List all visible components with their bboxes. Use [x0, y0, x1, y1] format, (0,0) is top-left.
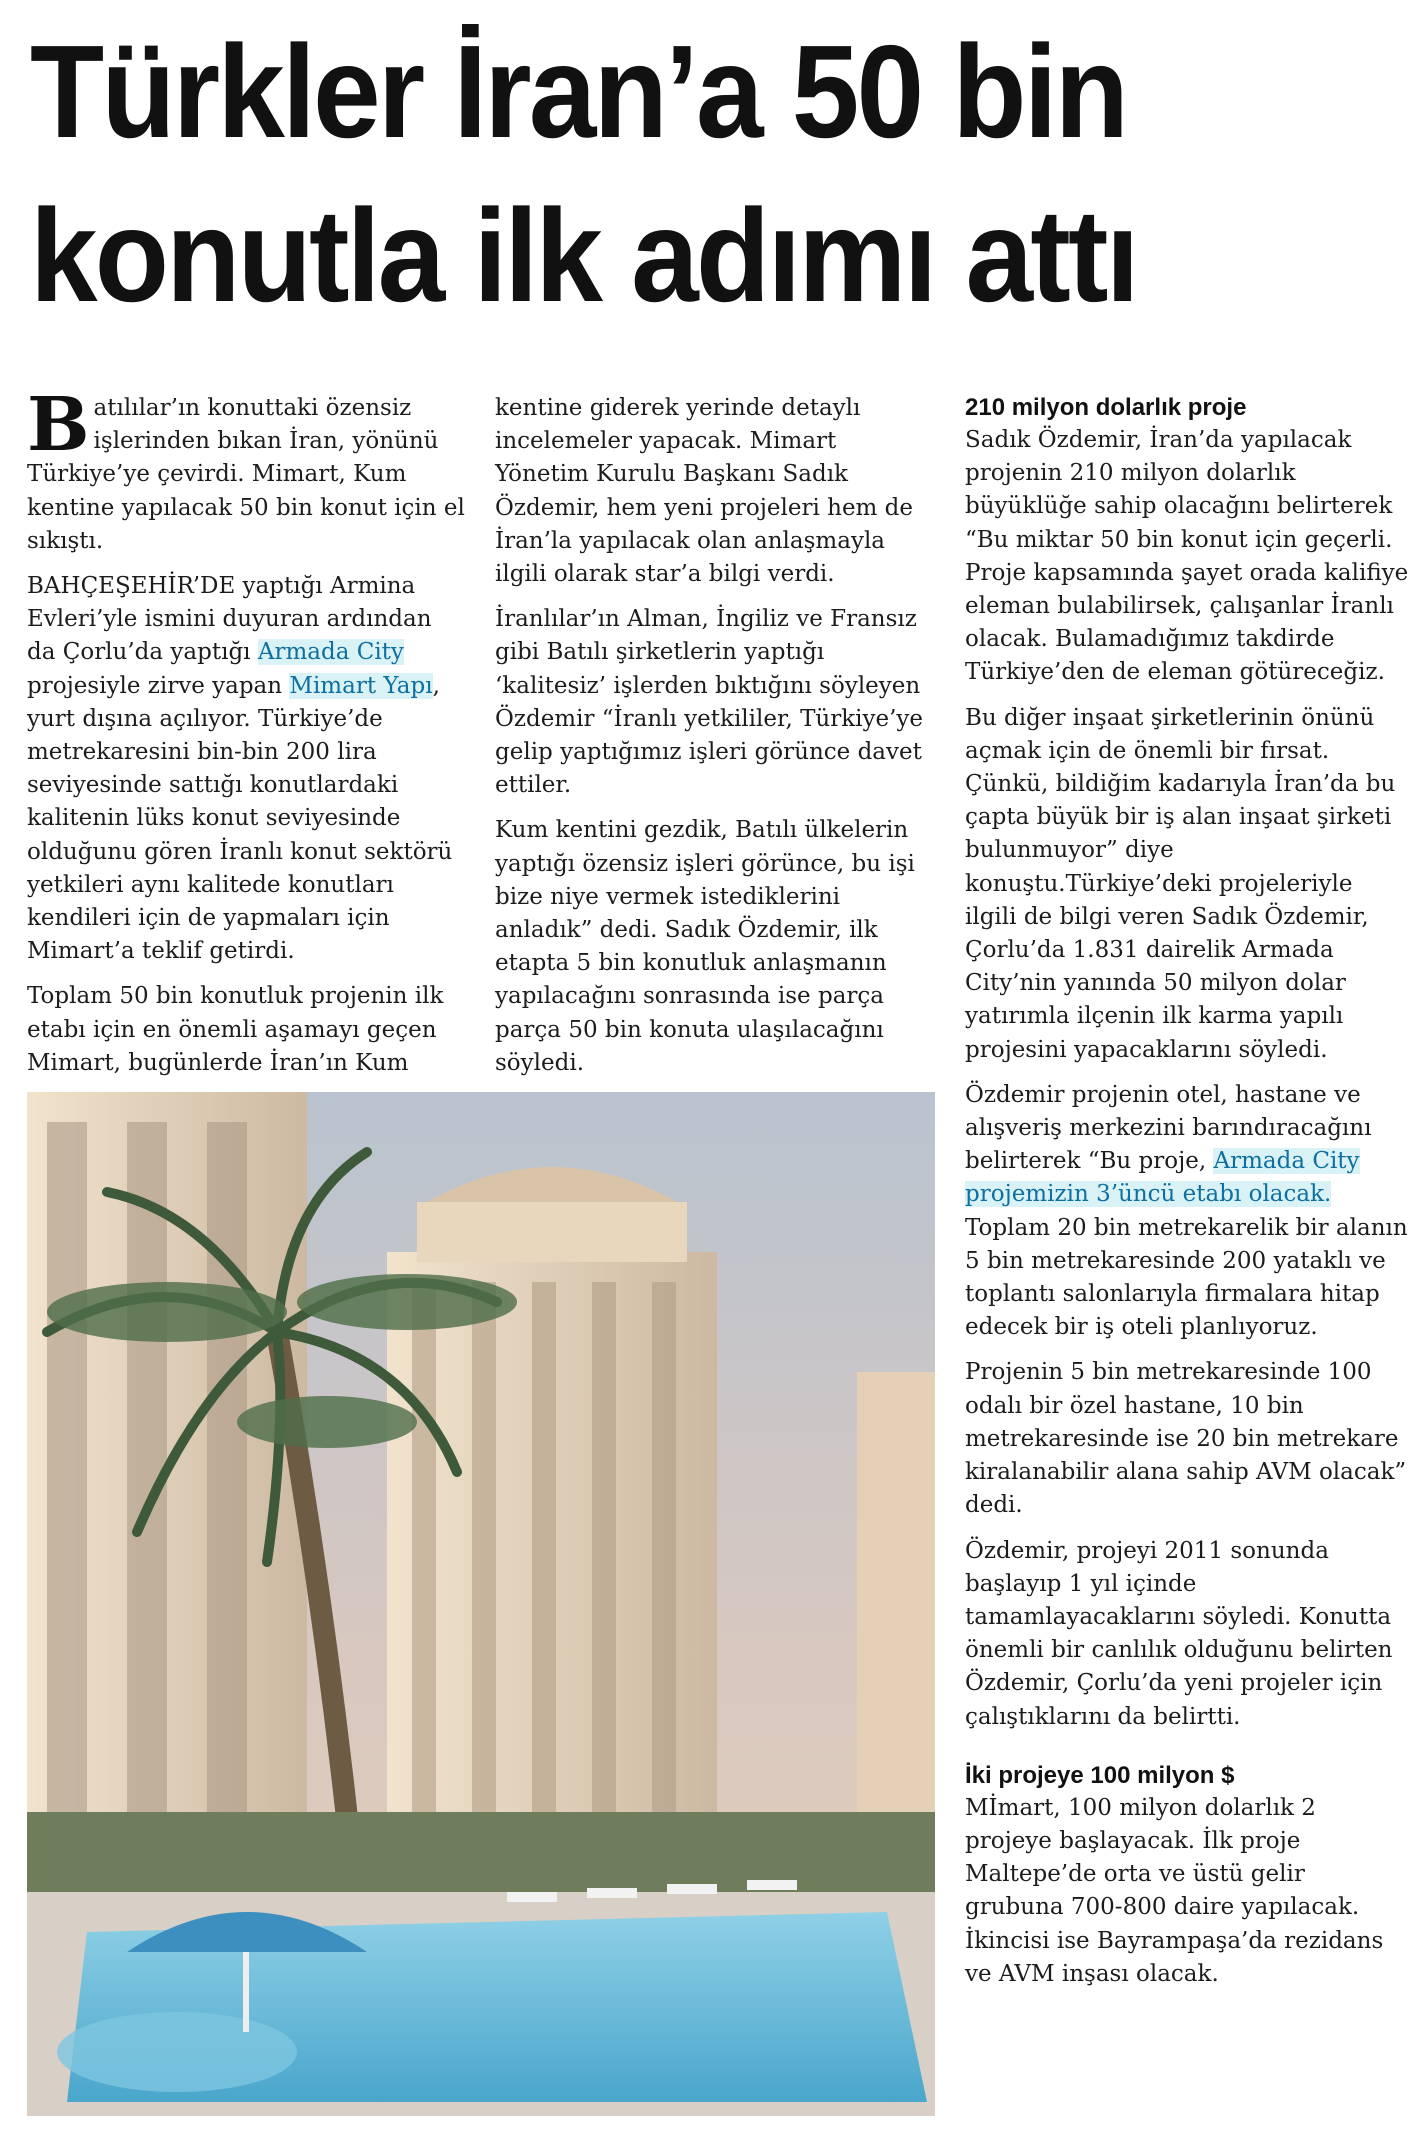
drop-cap: B: [27, 382, 90, 468]
highlight-mimart-yapi: Mimart Yapı: [289, 672, 433, 699]
paragraph: Projenin 5 bin metrekaresinde 100 odalı bir özel hastane, 10 bin metrekaresinde ise 20 bin metrekare kiralanabilir alana sahip AVM olacak” dedi.: [965, 1359, 1407, 1519]
paragraph-lead: Batılılar’ın konuttaki özensiz işlerinden bıkan İran, yönünü Türkiye’ye çevirdi. Mimart, Kum kentine yapılacak 50 bin konut için el sıkıştı.: [27, 382, 465, 554]
paragraph: Özdemir projenin otel, hastane ve alışveriş merkezini barındıracağını belirterek “Bu proje, Armada City projemizin 3’üncü etabı olacak. Toplam 20 bin metrekarelik bir alanın 5 bin metrekaresinde 200 yataklı ve toplantı salonlarıyla firmalara hitap edecek bir iş oteli planlıyoruz.: [965, 1081, 1408, 1341]
paragraph: BAHÇEŞEHİR’DE yaptığı Armina Evleri’yle ismini duyuran ardından da Çorlu’da yaptığı Armada City projesiyle zirve yapan Mimart Yapı, yurt dışına açılıyor. Türkiye’de metrekaresini bin-bin 200 lira seviyesinde sattığı konutlardaki kalitenin lüks konut seviyesinde olduğunu gören İranlı konut sektörü yetkileri aynı kalitede konutları kendileri için de yapmaları için Mimart’a teklif getirdi.: [27, 573, 453, 965]
article-column-1: [27, 382, 467, 1092]
paragraph: Bu diğer inşaat şirketlerinin önünü açmak için de önemli bir fırsat. Çünkü, bildiğim kadarıyla İran’da bu çapta büyük bir iş alan inşaat şirketi bulunmuyor” diye konuştu.Türkiye’deki projeleriyle ilgili de bilgi veren Sadık Özdemir, Çorlu’da 1.831 dairelik Armada City’nin yanında 50 milyon dolar yatırımla ilçenin ilk karma yapılı projesini yapacaklarını söyledi.: [965, 704, 1396, 1063]
headline-line-2: konutla ilk adımı attı: [30, 182, 1137, 329]
headline: [30, 10, 1290, 338]
paragraph: Sadık Özdemir, İran’da yapılacak projenin 210 milyon dolarlık büyüklüğe sahip olacağını belirterek “Bu miktar 50 bin konut için geçerli. Proje kapsamında şayet orada kalifiye eleman bulabilirsek, çalışanlar İranlı olacak. Bulamadığımız takdirde Türkiye’den de eleman götüreceğiz.: [965, 427, 1409, 686]
paragraph: Kum kentini gezdik, Batılı ülkelerin yaptığı özensiz işleri görünce, bu işi bize niye vermek istediklerini anladık” dedi. Sadık Özdemir, ilk etapta 5 bin konutluk anlaşmanın yapılacağını sonrasında ise parça parça 50 bin konuta ulaşılacağını söyledi.: [495, 817, 915, 1076]
paragraph: Mİmart, 100 milyon dolarlık 2 projeye başlayacak. İlk proje Maltepe’de orta ve üstü gelir grubuna 700-800 daire yapılacak. İkincisi ise Bayrampaşa’da rezidans ve AVM inşası olacak.: [965, 1794, 1384, 1987]
resort-rendering-illustration: [27, 1092, 935, 2116]
headline-line-1: Türkler İran’a 50 bin: [30, 18, 1127, 165]
article-column-3: [965, 392, 1410, 2003]
highlight-phrase: projemizin 3’üncü etabı olacak.: [965, 1181, 1332, 1208]
article-photo: [27, 1092, 935, 2116]
highlight-armada-city: Armada City: [1213, 1148, 1360, 1175]
paragraph: Özdemir, projeyi 2011 sonunda başlayıp 1 yıl içinde tamamlayacaklarını söyledi. Konutta önemli bir canlılık olduğunu belirten Özdemir, Çorlu’da yeni projeler için çalıştıklarını da belirtti.: [965, 1537, 1393, 1730]
article-column-2: [495, 392, 935, 1092]
paragraph: Toplam 50 bin konutluk projenin ilk etabı için en önemli aşamayı geçen Mimart, bugünlerde İran’ın Kum: [27, 983, 444, 1076]
subheading: 210 milyon dolarlık proje: [965, 394, 1247, 421]
paragraph: İranlılar’ın Alman, İngiliz ve Fransız gibi Batılı şirketlerin yaptığı ‘kalitesiz’ işlerden bıktığını söyleyen Özdemir “İranlı yetkililer, Türkiye’ye gelip yaptığımız işleri görünce davet ettiler.: [495, 606, 924, 799]
highlight-armada-city: Armada City: [257, 639, 404, 666]
subheading: İki projeye 100 milyon $: [965, 1761, 1235, 1789]
paragraph: kentine giderek yerinde detaylı incelemeler yapacak. Mimart Yönetim Kurulu Başkanı Sadık Özdemir, hem yeni projeleri hem de İran’la yapılacak olan anlaşmayla ilgili olarak star’a bilgi verdi.: [495, 395, 914, 588]
